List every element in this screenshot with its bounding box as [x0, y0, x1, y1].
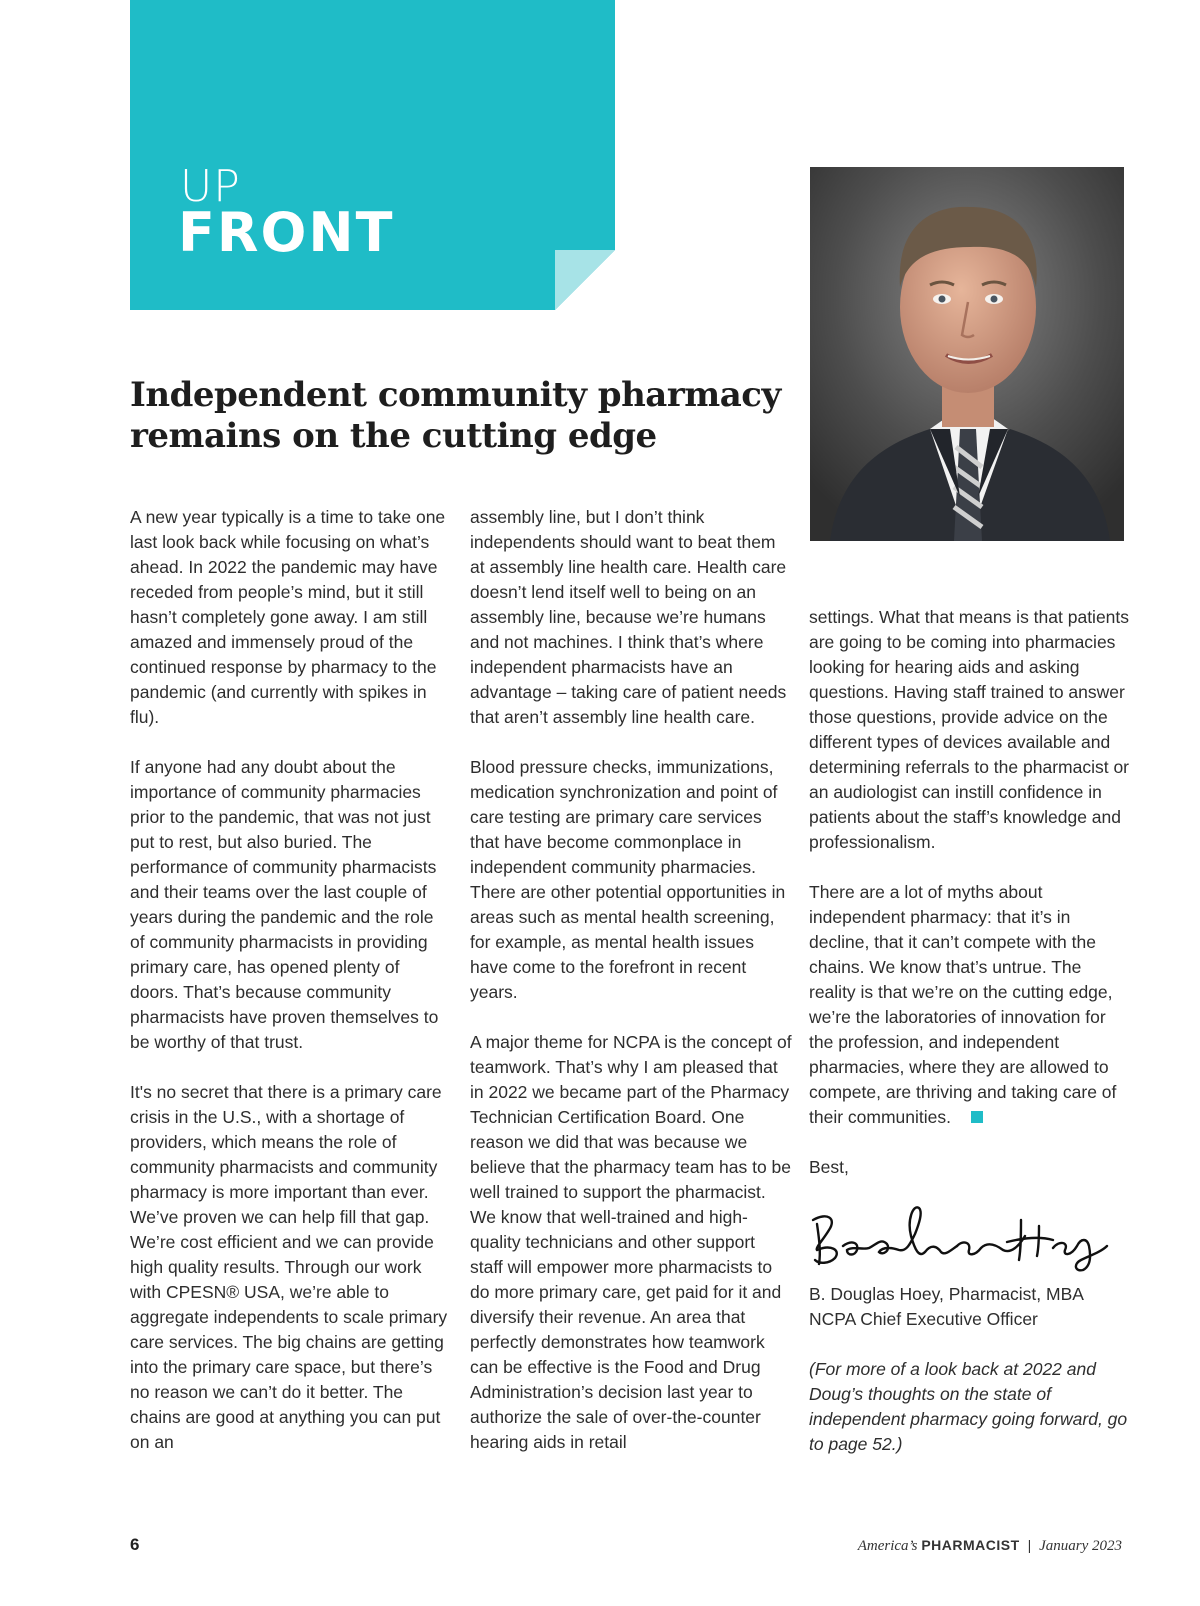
closing-salutation: Best, [809, 1157, 849, 1177]
author-name-title: B. Douglas Hoey, Pharmacist, MBA [809, 1284, 1084, 1304]
article-column-3 [809, 605, 1131, 1482]
paragraph-text: There are a lot of myths about independent pharmacy: that it’s in decline, that it can’t compete with the chains. We know that’s untrue. The reality is that we’re on the cutting edge, we’re the laboratories of innovation for the profession, and independent pharmacies, where they are allowed to compete, are thriving and taking care of their communities. [809, 882, 1117, 1127]
page-number: 6 [130, 1535, 140, 1554]
article-column-1 [130, 505, 452, 1480]
magazine-prefix: America’s [857, 1538, 918, 1554]
handwritten-signature [807, 1190, 1117, 1274]
author-position: NCPA Chief Executive Officer [809, 1309, 1038, 1329]
paragraph: settings. What that means is that patients are going to be coming into pharmacies looking for hearing aids and asking questions. Having staff trained to answer those questions, provide advice on the different types of devices available and determining referrals to the pharmacist or an audiologist can instill confidence in patients about the staff’s knowledge and professionalism. [809, 607, 1130, 852]
author-signature-block [809, 1282, 1131, 1332]
page-fold-corner [555, 250, 615, 310]
author-portrait-photo [810, 167, 1124, 541]
footer-publication-line [858, 1537, 1122, 1555]
issue-date: January 2023 [1039, 1538, 1122, 1554]
paragraph: If anyone had any doubt about the importance of community pharmacies prior to the pandemic, that was not just put to rest, but also buried. The performance of community pharmacists and their teams over the last couple of years during the pandemic and the role of community pharmacists in providing primary care, has opened plenty of doors. That’s because community pharmacists have proven themselves to be worthy of that trust. [130, 757, 439, 1052]
article-headline: Independent community pharmacy remains on the cutting edge [130, 375, 781, 456]
banner-title-front: FRONT [178, 201, 395, 264]
paragraph: It's no secret that there is a primary care crisis in the U.S., with a shortage of providers, which means the role of community pharmacists and community pharmacy is more important than ever. We’ve proven we can help fill that gap. We’re cost efficient and we can provide high quality results. Through our work with CPESN® USA, we’re able to aggregate independents to scale primary care services. The big chains are getting into the primary care space, but there’s no reason we can’t do it better. The chains are good at anything you can put on an [130, 1082, 448, 1452]
magazine-name: PHARMACIST [921, 1537, 1020, 1553]
portrait-illustration [810, 167, 1124, 541]
article-column-2 [470, 505, 792, 1480]
reference-note: (For more of a look back at 2022 and Doug’s thoughts on the state of independent pharmacy going forward, go to page 52.) [809, 1359, 1128, 1454]
square-end-mark-icon [971, 1111, 983, 1123]
footer-separator: | [1027, 1537, 1032, 1553]
paragraph-with-end-mark [809, 880, 1131, 1130]
paragraph: A major theme for NCPA is the concept of teamwork. That’s why I am pleased that in 2022 we became part of the Pharmacy Technician Certification Board. One reason we did that was because we believe that the pharmacy team has to be well trained to support the pharmacist. We know that well-trained and high-quality technicians and other support staff will empower more pharmacists to do more primary care, get paid for it and diversify their revenue. An area that perfectly demonstrates how teamwork can be effective is the Food and Drug Administration’s decision last year to authorize the sale of over-the-counter hearing aids in retail [470, 1032, 792, 1452]
paragraph: A new year typically is a time to take one last look back while focusing on what’s ahead. In 2022 the pandemic may have receded from people’s mind, but it still hasn’t completely gone away. I am still amazed and immensely proud of the continued response by pharmacy to the pandemic (and currently with spikes in flu). [130, 507, 446, 727]
banner-title-up: UP [180, 161, 241, 212]
paragraph: Blood pressure checks, immunizations, medication synchronization and point of care testing are primary care services that have become commonplace in independent community pharmacies. There are other potential opportunities in areas such as mental health screening, for example, as mental health issues have come to the forefront in recent years. [470, 757, 786, 1002]
paragraph: assembly line, but I don’t think independents should want to beat them at assembly line health care. Health care doesn’t lend itself well to being on an assembly line, because we’re humans and not machines. I think that’s where independent pharmacists have an advantage – taking care of patient needs that aren’t assembly line health care. [470, 507, 787, 727]
